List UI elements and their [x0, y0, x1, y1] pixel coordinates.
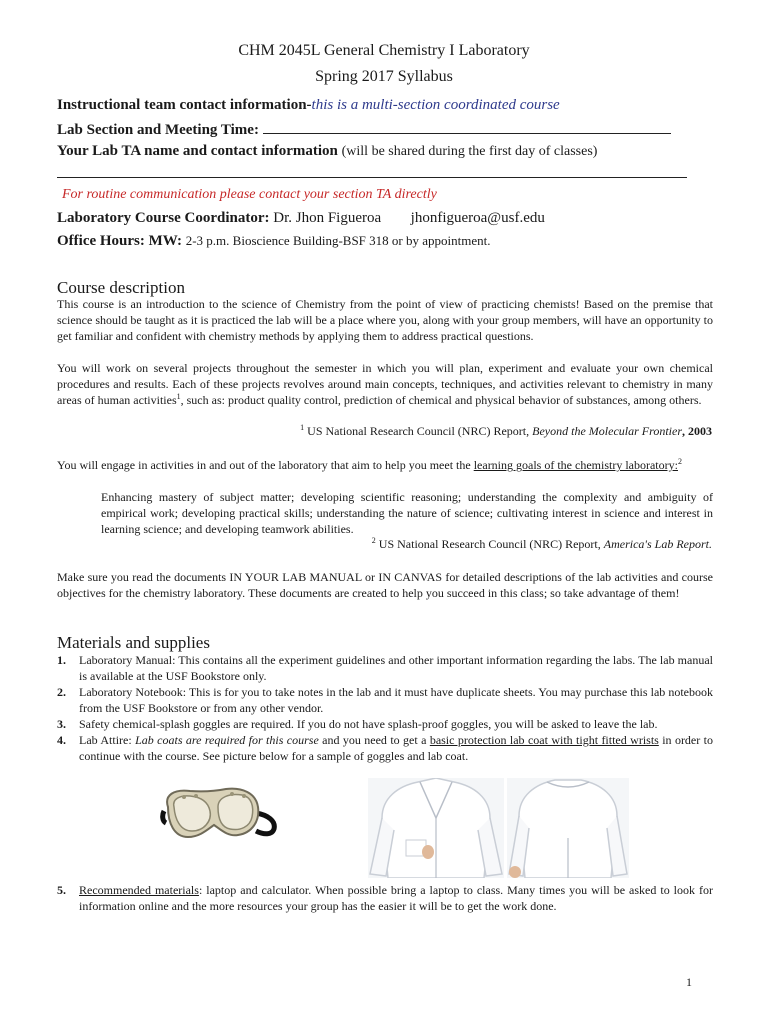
list-item-text: : laptop and calculator. When possible bring a laptop to class. Many times you will be asked to look for information online and the more resources your group has the easier it will be to get the work done. — [79, 883, 713, 913]
list-item-text: Laboratory Manual: This contains all the experiment guidelines and other important information regarding the labs. The lab manual is available at the USF Bookstore only. — [79, 653, 713, 683]
course-description-heading: Course description — [57, 278, 185, 297]
para2-text-a: You will work on several projects throughout the semester in which you will plan, experiment and evaluate your own chemical procedures and results. Each of these projects revolves around main concepts, techniques, and activities relevant to chemistry in many areas of human activities — [57, 361, 713, 407]
footnote-1-year: , 2003 — [682, 424, 712, 438]
ta-contact-blank — [57, 177, 687, 178]
lab-section-blank — [263, 120, 671, 134]
materials-heading: Materials and supplies — [57, 633, 210, 652]
list-item-number: 4. — [57, 733, 66, 747]
office-hours-value: 2-3 p.m. Bioscience Building-BSF 318 or by appointment. — [185, 233, 491, 248]
coordinator-name: Dr. Jhon Figueroa — [273, 210, 382, 226]
footnote-2 — [372, 537, 712, 552]
lab-coat-back-image — [507, 778, 629, 878]
learning-goals-link: learning goals of the chemistry laboratory: — [473, 458, 678, 472]
list-item — [57, 716, 713, 732]
list-item-number: 2. — [57, 685, 66, 699]
lab-coat-front-image — [368, 778, 504, 878]
page-number: 1 — [686, 975, 692, 989]
footnote-1-text: US National Research Council (NRC) Report, — [304, 424, 533, 438]
coordinator-email[interactable]: jhonfigueroa@usf.edu — [410, 210, 545, 226]
footnote-1 — [300, 424, 712, 439]
list-item-text: Laboratory Notebook: This is for you to take notes in the lab and it must have duplicate sheets. You may purchase this lab notebook from the USF Bookstore or from any other vendor. — [79, 685, 713, 715]
list-item-text: in order to continue with the course. See picture below for a sample of goggles and lab coat. — [79, 733, 713, 763]
footnote-1-marker: 1 — [300, 423, 305, 432]
ta-contact-note: (will be shared during the first day of classes) — [341, 144, 598, 159]
coordinator-label: Laboratory Course Coordinator: — [57, 210, 270, 226]
list-item-number: 3. — [57, 717, 66, 731]
list-item-text: Lab Attire: — [79, 733, 136, 747]
list-item-text: Safety chemical-splash goggles are required. If you do not have splash-proof goggles, you will be asked to leave the lab. — [79, 717, 658, 731]
list-item — [57, 732, 713, 764]
para3-footnote-ref: 2 — [677, 457, 682, 466]
list-item-text: and you need to get a — [318, 733, 430, 747]
footnote-2-marker: 2 — [371, 536, 376, 545]
para2-text-b: , such as: product quality control, prediction of chemical and physical behavior of substances, among others. — [180, 393, 702, 407]
coordinator-line — [57, 210, 545, 227]
team-contact-label: Instructional team contact information- — [57, 97, 312, 113]
list-item — [57, 882, 713, 914]
course-description-para3 — [57, 457, 713, 473]
lab-coat-spec: basic protection lab coat with tight fitted wrists — [429, 733, 659, 747]
team-contact-note: this is a multi-section coordinated course — [311, 97, 560, 113]
materials-list — [57, 652, 713, 764]
office-hours-label: Office Hours: MW: — [57, 233, 182, 249]
office-hours-line — [57, 233, 490, 250]
ta-contact-label: Your Lab TA name and contact information — [57, 143, 338, 159]
course-description-para2 — [57, 360, 713, 408]
recommended-materials-label: Recommended materials — [79, 883, 199, 897]
materials-list-continued — [57, 882, 713, 914]
para3-text: You will engage in activities in and out of the laboratory that aim to help you meet the — [57, 458, 474, 472]
list-item — [57, 652, 713, 684]
document-subtitle: Spring 2017 Syllabus — [315, 68, 453, 85]
ta-contact-line — [57, 143, 597, 160]
list-item-number: 5. — [57, 883, 66, 897]
footnote-2-title: America's Lab Report. — [603, 537, 712, 551]
learning-goals-quote: Enhancing mastery of subject matter; developing scientific reasoning; understanding the complexity and ambiguity of empirical work; developing practical skills; understanding the nature of science; cultivating interest in science and interest in learning science; and developing teamwork abilities. — [101, 490, 713, 536]
course-description-para1: This course is an introduction to the science of Chemistry from the point of view of practicing chemists! Based on the premise that science should be taught as it is practiced the lab will be a place where you, along with your group members, will have an opportunity to get familiar and confident with chemistry methods by applying them to address practical questions. — [57, 297, 713, 343]
lab-section-line — [57, 120, 671, 139]
safety-goggles-image — [160, 785, 278, 847]
team-contact-line — [57, 97, 560, 114]
list-item — [57, 684, 713, 716]
routine-communication-text: For routine communication please contact your section TA directly — [62, 187, 437, 202]
footnote-2-text: US National Research Council (NRC) Report, — [375, 537, 604, 551]
para2-footnote-ref: 1 — [176, 392, 181, 401]
lab-section-label: Lab Section and Meeting Time: — [57, 122, 259, 138]
routine-communication-note — [62, 187, 437, 203]
lab-coat-requirement: Lab coats are required for this course — [135, 733, 319, 747]
list-item-number: 1. — [57, 653, 66, 667]
course-description-para4: Make sure you read the documents IN YOUR LAB MANUAL or IN CANVAS for detailed descriptions of the lab activities and course objectives for the chemistry laboratory. These documents are created to help you succeed in this class; so take advantage of them! — [57, 570, 713, 600]
footnote-1-title: Beyond the Molecular Frontier — [532, 424, 682, 438]
document-title: CHM 2045L General Chemistry I Laboratory — [238, 42, 530, 59]
